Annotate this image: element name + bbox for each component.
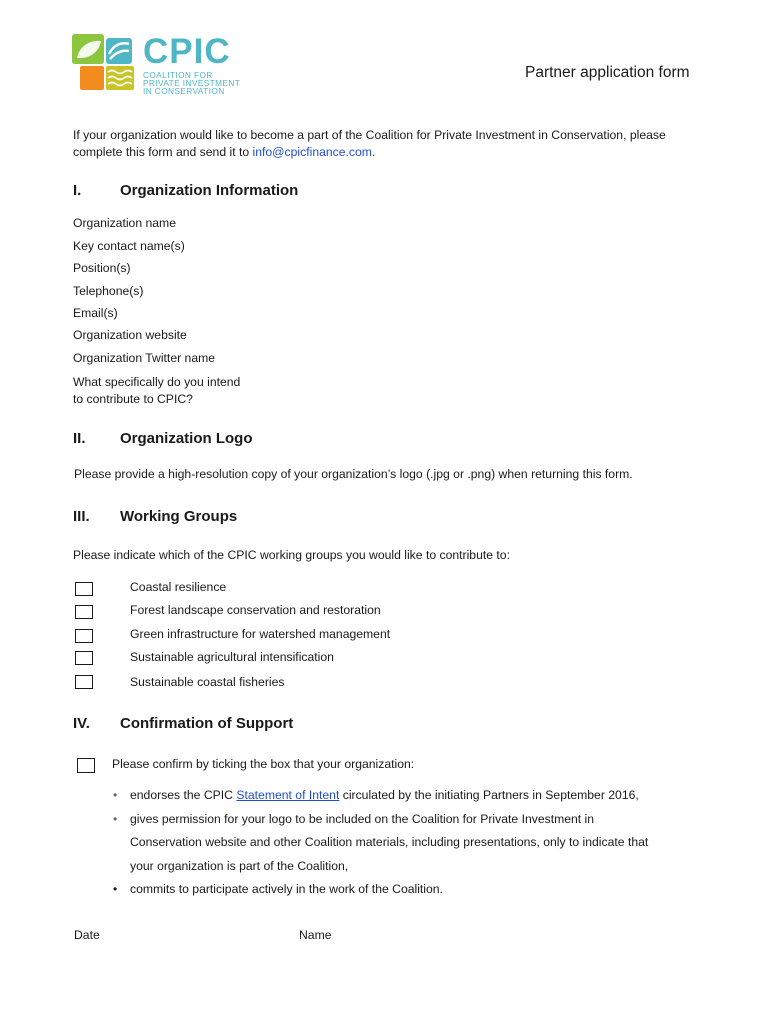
logo-instructions: Please provide a high-resolution copy of your organization’s logo (.jpg or .png) when returning this form.	[74, 467, 633, 481]
logo-subtitle	[143, 71, 240, 95]
name-label: Name	[299, 928, 332, 942]
field-contribution-line1: What specifically do you intend	[73, 375, 241, 389]
checkbox-forest-landscape[interactable]	[75, 605, 93, 619]
section4-title: Confirmation of Support	[120, 715, 294, 732]
intro-text: If your organization would like to become a part of the Coalition for Private Investment in Conservation, please complete this form and send it to	[73, 128, 666, 159]
bullet-endorses-text: endorses the CPIC	[130, 788, 237, 802]
wg-label-sustainable-agriculture: Sustainable agricultural intensification	[130, 650, 334, 664]
checkbox-confirm-support[interactable]	[77, 758, 95, 773]
checkbox-coastal-resilience[interactable]	[75, 582, 93, 596]
checkbox-coastal-fisheries[interactable]	[75, 675, 93, 689]
bullet-commits: commits to participate actively in the work of the Coalition.	[130, 882, 443, 896]
wg-label-coastal-resilience: Coastal resilience	[130, 580, 227, 594]
date-label: Date	[74, 928, 100, 942]
wg-label-green-infrastructure: Green infrastructure for watershed management	[130, 627, 391, 641]
contact-email-link[interactable]: info@cpicfinance.com	[252, 144, 372, 159]
logo-yellow-tile	[106, 66, 134, 90]
field-twitter: Organization Twitter name	[73, 351, 216, 365]
field-contribution-line2: to contribute to CPIC?	[73, 391, 193, 406]
logo-orange-tile	[80, 66, 104, 90]
statement-of-intent-link[interactable]: Statement of Intent	[236, 788, 340, 802]
section3-title: Working Groups	[120, 508, 238, 525]
logo-subtitle-line2: PRIVATE INVESTMENT	[143, 78, 241, 88]
bullet-endorses-text-end: circulated by the initiating Partners in September 2016,	[339, 788, 639, 802]
field-email: Email(s)	[73, 306, 118, 320]
section2-number: II.	[73, 430, 86, 447]
bullet-marker-3: •	[113, 882, 118, 896]
section1-title: Organization Information	[120, 182, 299, 199]
section3-number: III.	[73, 508, 90, 525]
wg-label-forest-landscape: Forest landscape conservation and restoration	[130, 603, 381, 617]
bullet-permission-line1: gives permission for your logo to be included on the Coalition for Private Investment in	[130, 812, 595, 826]
form-title: Partner application form	[525, 64, 690, 81]
logo-subtitle-line3: IN CONSERVATION	[143, 86, 225, 96]
bullet-marker-2: •	[113, 812, 118, 826]
wg-label-coastal-fisheries: Sustainable coastal fisheries	[130, 675, 285, 689]
bullet-marker-1: •	[113, 788, 118, 802]
confirm-text: Please confirm by ticking the box that your organization:	[112, 757, 415, 771]
intro-paragraph	[73, 127, 713, 160]
section4-number: IV.	[73, 715, 90, 732]
bullet-permission-line2: Conservation website and other Coalition materials, including presentations, only to indicate that	[130, 835, 649, 849]
field-position: Position(s)	[73, 261, 131, 275]
field-key-contact: Key contact name(s)	[73, 239, 185, 253]
working-groups-prompt: Please indicate which of the CPIC working groups you would like to contribute to:	[73, 548, 510, 562]
intro-text-end: .	[371, 144, 376, 159]
field-organization-name: Organization name	[73, 216, 176, 230]
bullet-endorses	[130, 788, 639, 802]
logo-wordmark: CPIC	[143, 32, 231, 71]
section2-title: Organization Logo	[120, 430, 253, 447]
checkbox-sustainable-agriculture[interactable]	[75, 651, 93, 665]
field-website: Organization website	[73, 328, 187, 342]
logo-subtitle-line1: COALITION FOR	[143, 70, 213, 80]
checkbox-green-infrastructure[interactable]	[75, 629, 93, 643]
bullet-permission-line3: your organization is part of the Coalition,	[130, 859, 349, 873]
section1-number: I.	[73, 182, 82, 199]
field-contribution	[73, 374, 240, 407]
field-telephone: Telephone(s)	[73, 284, 144, 298]
